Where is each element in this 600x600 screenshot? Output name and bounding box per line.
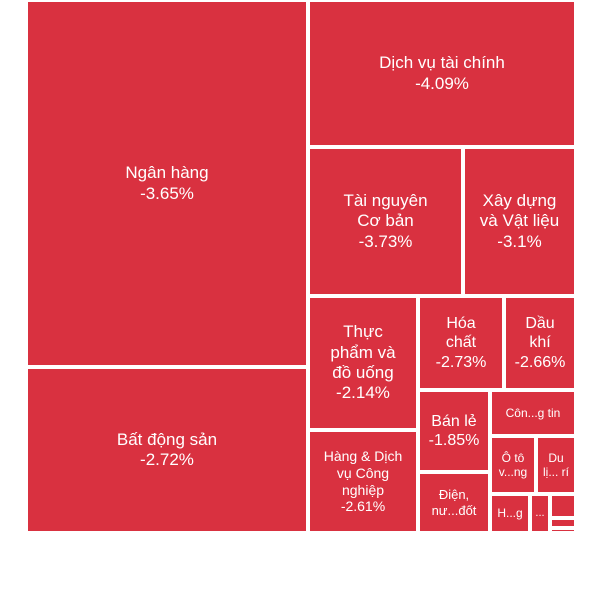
tile-dien-nuoc[interactable]	[418, 472, 490, 533]
tile-label: chất	[445, 334, 477, 352]
tile-small-4[interactable]	[550, 528, 576, 533]
tile-dau-khi[interactable]	[504, 296, 576, 390]
tile-value: -2.73%	[435, 353, 487, 371]
tile-value: -3.65%	[140, 183, 194, 203]
tile-label: Dịch vụ tài chính	[379, 53, 505, 73]
tile-label: ...	[535, 506, 545, 519]
tile-hoa-chat[interactable]	[418, 296, 504, 390]
tile-label: Điện,	[438, 486, 470, 502]
left-margin	[0, 0, 26, 533]
tile-tai-nguyen-co-ban[interactable]	[308, 147, 463, 296]
tile-dich-vu-tai-chinh[interactable]	[308, 0, 576, 147]
tile-du-lich[interactable]	[536, 436, 576, 494]
tile-value: -2.14%	[336, 383, 390, 403]
tile-label: Hàng & Dịch	[323, 447, 403, 464]
tile-xay-dung-vat-lieu[interactable]	[463, 147, 576, 296]
tile-label: lị... rí	[543, 465, 569, 479]
tile-label: Bất động sản	[116, 429, 218, 449]
tile-small-2[interactable]	[550, 494, 576, 518]
tile-label: Cơ bản	[357, 211, 414, 231]
tile-label: và Vật liệu	[479, 211, 560, 231]
tile-label: nghiệp	[341, 481, 385, 498]
tile-value: -4.09%	[415, 73, 469, 93]
tile-value: -2.66%	[514, 353, 566, 371]
tile-label: Ngân hàng	[125, 163, 209, 183]
tile-label: Thực	[343, 322, 383, 342]
tile-ngan-hang[interactable]	[26, 0, 308, 367]
tile-label: Dầu	[525, 315, 555, 333]
tile-label: H...g	[497, 506, 523, 521]
tile-bat-dong-san[interactable]	[26, 367, 308, 533]
tile-value: -3.1%	[497, 231, 542, 251]
tile-thuc-pham-do-uong[interactable]	[308, 296, 418, 430]
tile-value: -1.85%	[428, 432, 480, 449]
tile-label: Xây dựng	[482, 190, 557, 210]
right-margin	[576, 0, 600, 600]
tile-label: nư...đốt	[431, 502, 477, 518]
tile-small-3[interactable]	[550, 518, 576, 528]
tile-label: Ô tô	[501, 450, 525, 465]
tile-label: khí	[529, 334, 551, 352]
tile-label: Côn...g tin	[505, 405, 561, 420]
tile-ban-le[interactable]	[418, 390, 490, 472]
tile-value: -2.72%	[140, 450, 194, 469]
tile-h-dots[interactable]	[490, 494, 530, 533]
tile-label: phẩm và	[330, 342, 396, 362]
tile-small-1[interactable]	[530, 494, 550, 533]
tile-label: Du	[548, 450, 564, 465]
tile-hang-dich-vu-cong-nghiep[interactable]	[308, 430, 418, 533]
tile-cong-nghe[interactable]	[490, 390, 576, 436]
tile-label: Bán lẻ	[431, 412, 477, 430]
tile-label: Tài nguyên	[343, 190, 428, 210]
tile-value: -3.73%	[358, 231, 413, 251]
tile-label: vụ Công	[336, 464, 390, 481]
tile-o-to[interactable]	[490, 436, 536, 494]
tile-label: Hóa	[446, 315, 476, 333]
tile-label: v...ng	[498, 465, 528, 479]
tile-label: đồ uống	[332, 363, 394, 382]
tile-value: -2.61%	[340, 498, 386, 515]
